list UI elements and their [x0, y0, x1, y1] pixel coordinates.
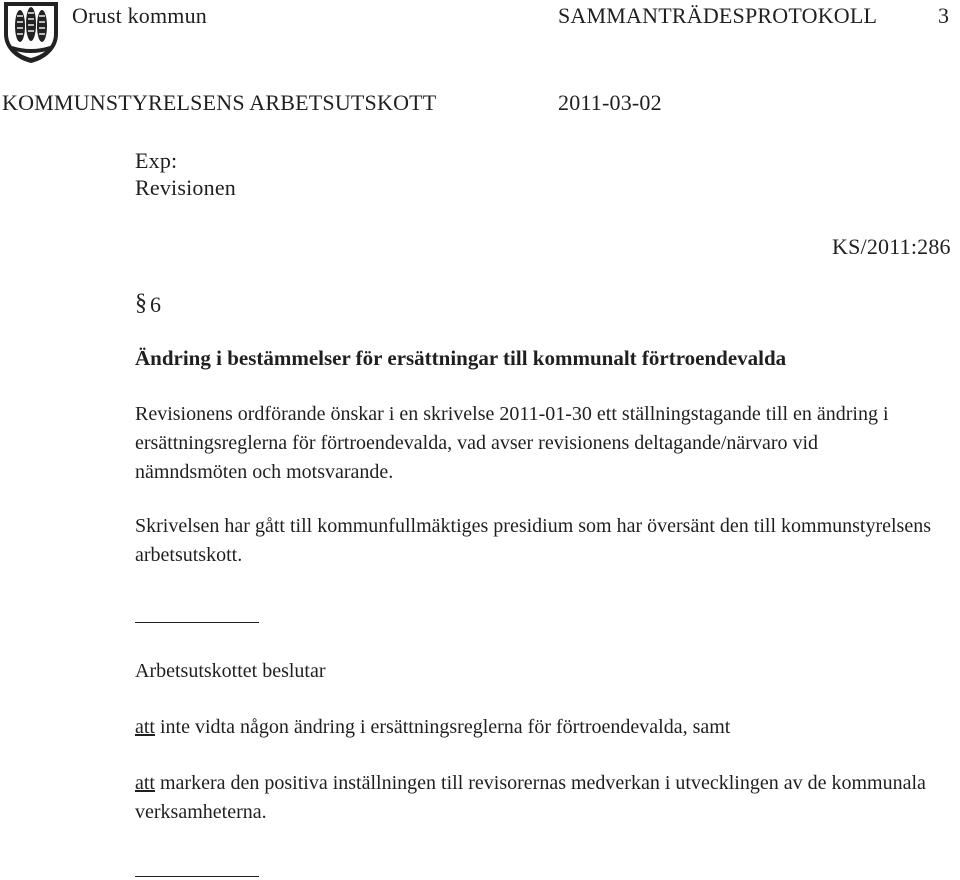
- decision-item: [135, 769, 950, 827]
- distribution-recipient: Revisionen: [135, 175, 236, 200]
- municipality-name: Orust kommun: [72, 3, 208, 28]
- decision-keyword: att: [135, 716, 155, 738]
- body-paragraph-2: Skrivelsen har gått till kommunfullmäktiges presidium som har översänt den till kommunstyrelsens arbetsutskott.: [135, 515, 931, 566]
- separator-rule: [135, 876, 259, 877]
- meeting-date: 2011-03-02: [558, 90, 662, 115]
- section-symbol: §: [135, 290, 148, 316]
- protocol-title: SAMMANTRÄDESPROTOKOLL: [558, 3, 878, 28]
- decision-text: markera den positiva inställningen till revisorernas medverkan i utvecklingen av de kommunala verksamheterna.: [135, 772, 926, 823]
- case-reference: KS/2011:286: [832, 234, 951, 259]
- decision-text: inte vidta någon ändring i ersättningsreglerna för förtroendevalda, samt: [155, 716, 731, 738]
- committee-name: KOMMUNSTYRELSENS ARBETSUTSKOTT: [2, 90, 437, 115]
- page-number: 3: [938, 3, 950, 28]
- municipal-coat-of-arms-icon: [0, 0, 62, 64]
- decision-keyword: att: [135, 772, 155, 794]
- body-paragraph-1: Revisionens ordförande önskar i en skrivelse 2011-01-30 ett ställningstagande till en ändring i ersättningsreglerna för förtroendevalda, vad avser revisionens deltagande/närvaro vid nämndsmöten och motsvarande.: [135, 403, 889, 483]
- decision-item: [135, 713, 935, 742]
- separator-rule: [135, 622, 259, 623]
- distribution-label: Exp:: [135, 148, 178, 173]
- case-title: Ändring i bestämmelser för ersättningar till kommunalt förtroendevalda: [135, 346, 787, 370]
- decision-heading: Arbetsutskottet beslutar: [135, 660, 326, 682]
- section-number: 6: [150, 292, 162, 317]
